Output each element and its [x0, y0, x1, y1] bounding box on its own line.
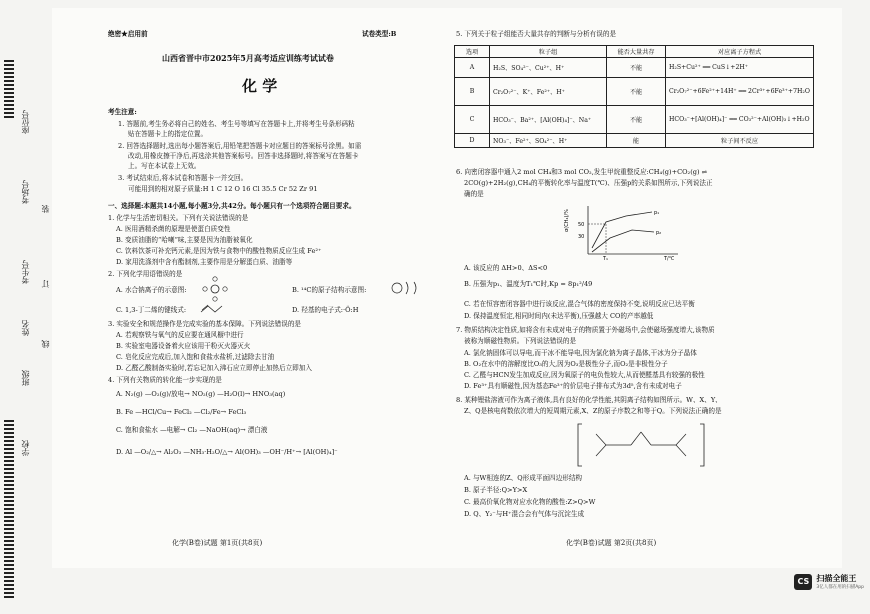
option-2d: D. 羟基的电子式:·Ö:H — [292, 306, 359, 314]
table-cell: B — [455, 78, 490, 106]
coexistence-table — [454, 45, 814, 148]
hydrated-sodium-diagram — [202, 276, 228, 302]
table-cell: C — [455, 106, 490, 134]
option-2b: B. ¹⁴C的原子结构示意图: — [292, 286, 367, 294]
section-heading: 一、选择题:本题共14小题,每小题3分,共42分。每小题只有一个选项符合题目要求。 — [108, 202, 356, 210]
badge-name: 扫描全能王 — [816, 574, 857, 583]
hatch-pattern — [4, 60, 14, 120]
table-cell: H₂S、SO₄²⁻、Cu²⁺、H⁺ — [490, 58, 607, 78]
question-2: 2. 下列化学用语错误的是 — [108, 270, 183, 278]
binding-strip — [0, 0, 52, 614]
option-8d: D. Q、Y₂⁻与H⁺混合会有气体与沉淀生成 — [464, 510, 585, 518]
option-4c: C. 饱和食盐水 —电解→ Cl₂ —NaOH(aq)→ 漂白液 — [116, 426, 268, 434]
table-row — [455, 106, 814, 134]
field-room-no: 考场号 — [21, 180, 30, 204]
scanner-badge — [794, 573, 864, 590]
option-6d: D. 保持温度恒定,相同时间内(未达平衡),压强越大 CO的产率越低 — [464, 312, 654, 320]
butadiene-skeletal-diagram — [200, 304, 226, 314]
table-cell: H₂S+Cu²⁺ ══ CuS↓+2H⁺ — [666, 58, 814, 78]
question-7-line: 7. 物质结构决定性质,如将含有未成对电子的物质置于外磁场中,会使磁场强度增大,该物质 — [456, 326, 715, 334]
field-class: 班级 — [21, 370, 30, 386]
option-8a: A. 与W相连的Z、Q形成平面四边形结构 — [464, 474, 583, 482]
table-cell: 粒子间不反应 — [666, 134, 814, 148]
table-cell: 不能 — [607, 58, 666, 78]
subject-title: 化 学 — [242, 77, 278, 95]
option-7a: A. 氯化钠固体可以导电,而干冰不能导电,因为氯化钠为离子晶体,干冰为分子晶体 — [464, 349, 697, 357]
table-header: 对应离子方程式 — [666, 46, 814, 58]
table-cell: A — [455, 58, 490, 78]
seal-char: 装 — [41, 205, 50, 213]
field-school: 学校 — [21, 440, 30, 456]
question-7-line: 被称为顺磁性物质。下列说法错误的是 — [464, 337, 577, 345]
option-6a: A. 该反应的 ΔH>0、ΔS<0 — [464, 264, 548, 272]
option-1b: B. 变质油脂的“哈喇”味,主要是因为油脂被氧化 — [116, 236, 253, 244]
notice-line: 3. 考试结束后,将本试卷和答题卡一并交回。 — [118, 174, 248, 182]
option-1a: A. 医用酒精杀菌的原理是使蛋白质变性 — [116, 225, 231, 233]
question-8-line: 8. 某种锂盐溶液可作为离子液体,具有良好的化学性能,其阴离子结构如图所示。W、X、Y、 — [456, 396, 722, 404]
option-4b: B. Fe —HCl/Cu→ FeCl₂ —Cl₂/Fe→ FeCl₃ — [116, 408, 247, 416]
table-header: 粒子组 — [490, 46, 607, 58]
table-cell: Cr₂O₇²⁻、K⁺、Fe²⁺、H⁺ — [490, 78, 607, 106]
option-3b: B. 实验室电器设备着火应该用干粉灭火器灭火 — [116, 342, 251, 350]
table-header: 能否大量共存 — [607, 46, 666, 58]
page-footer: 化学(B卷)试题 第2页(共8页) — [566, 539, 657, 547]
anion-structure-diagram — [576, 420, 706, 470]
table-header-row — [455, 46, 814, 58]
graph-xtick: T₁ — [603, 256, 609, 262]
exam-page-2 — [446, 8, 842, 568]
table-cell: 不能 — [607, 106, 666, 134]
option-2a: A. 水合钠离子的示意图: — [116, 286, 187, 294]
table-cell: HCO₃⁻、Ba²⁺、[Al(OH)₄]⁻、Na⁺ — [490, 106, 607, 134]
option-3c: C. 皂化反应完成后,加入饱和食盐水盐析,过滤除去甘油 — [116, 353, 275, 361]
badge-sub: 3亿人都在用的扫描App — [816, 585, 864, 590]
field-name: 姓名 — [21, 320, 30, 336]
atomic-structure-diagram — [390, 280, 422, 296]
camscanner-logo-icon: CS — [794, 574, 812, 590]
graph-curve-label: p₂ — [656, 230, 662, 236]
table-cell: HCO₃⁻+[Al(OH)₄]⁻ ══ CO₃²⁻+Al(OH)₃↓+H₂O — [666, 106, 814, 134]
secret-label: 绝密★启用前 — [108, 30, 148, 38]
option-2c: C. 1,3-丁二烯的键线式: — [116, 306, 187, 314]
seal-char: 线 — [41, 340, 50, 348]
notice-line: 贴在答题卡上的指定位置。 — [128, 130, 208, 138]
table-cell: NO₃⁻、Fe²⁺、SO₄²⁻、H⁺ — [490, 134, 607, 148]
question-1: 1. 化学与生活密切相关。下列有关说法错误的是 — [108, 214, 249, 222]
option-1d: D. 家用洗涤剂中含有酯制剂,主要作用是分解蛋白质、油脂等 — [116, 258, 293, 266]
exam-page-1 — [52, 8, 448, 568]
hatch-pattern — [4, 420, 14, 600]
notice-line: 1. 答题前,考生务必将自己的姓名、考生号等填写在答题卡上,并将考生号条形码粘 — [118, 120, 355, 128]
option-8c: C. 最高价氧化物对应水化物的酸性:Z>Q>W — [464, 498, 596, 506]
conversion-graph — [566, 202, 686, 260]
option-1c: C. 饮料饮茶可补充钙元素,是因为铁与食物中的酸性物质反应生成 Fe²⁺ — [116, 247, 322, 255]
table-row — [455, 134, 814, 148]
page-footer: 化学(B卷)试题 第1页(共8页) — [172, 539, 263, 547]
atomic-mass-line: 可能用到的相对原子质量:H 1 C 12 O 16 Cl 35.5 Cr 52 Zr 91 — [128, 185, 318, 193]
graph-ytick: 50 — [578, 222, 585, 228]
field-seat-no: 座位号 — [21, 110, 30, 134]
question-3: 3. 实验安全和规范操作是完成实验的基本保障。下列说法错误的是 — [108, 320, 302, 328]
question-6-line: 6. 向密闭容器中通入2 mol CH₄和3 mol CO₂,发生甲烷重整反应:CH₄(g)+CO₂(g) ⇌ — [456, 168, 708, 176]
option-6b: B. 压强为p₁、温度为T₁℃时,Kp = 8p₁²/49 — [464, 280, 593, 288]
exam-title: 山西省晋中市2025年5月高考适应训练考试试卷 — [162, 53, 334, 63]
table-cell: 能 — [607, 134, 666, 148]
question-6-line: 2CO(g)+2H₂(g),CH₄的平衡转化率与温度T(℃)、压强p的关系如图所示,下列说法正 — [464, 179, 713, 187]
notice-line: 改动,用橡皮擦干净后,再选涂其他答案标号。回答非选择题时,将答案写在答题卡 — [128, 152, 359, 160]
notice-title: 考生注意: — [108, 108, 137, 116]
table-cell: 不能 — [607, 78, 666, 106]
notice-line: 上。写在本试卷上无效。 — [128, 162, 201, 170]
option-7d: D. Fe³⁺具有顺磁性,因为基态Fe³⁺的价层电子排布式为3d⁵,含有未成对电子 — [464, 382, 682, 390]
table-row — [455, 78, 814, 106]
graph-xlabel: T/℃ — [664, 256, 675, 262]
option-4a: A. N₂(g) —O₂(g)/放电→ NO₂(g) —H₂O(l)→ HNO₃(aq) — [116, 390, 286, 398]
option-7c: C. 乙醛与HCN发生加成反应,因为氧原子的电负性较大,从而使醛基具有较强的极性 — [464, 371, 705, 379]
field-student-no: 考生号 — [21, 260, 30, 284]
table-cell: D — [455, 134, 490, 148]
paper-type: 试卷类型:B — [362, 30, 397, 38]
question-6-line: 确的是 — [464, 190, 484, 198]
option-3d: D. 乙醛乙酸制备实验时,若忘记加入沸石应立即停止加热后立即加入 — [116, 364, 312, 372]
option-4d: D. Al —O₂/△→ Al₂O₃ —NH₃·H₂O/△→ Al(OH)₃ —OH⁻/H⁺→ [Al(OH)₄]⁻ — [116, 448, 338, 456]
notice-line: 2. 回答选择题时,选出每小题答案后,用铅笔把答题卡对应题目的答案标号涂黑。如需 — [118, 142, 362, 150]
table-cell: Cr₂O₇²⁻+6Fe²⁺+14H⁺ ══ 2Cr³⁺+6Fe³⁺+7H₂O — [666, 78, 814, 106]
option-7b: B. O₂在水中的溶解度比O₃的大,因为O₃是极性分子,而O₂是非极性分子 — [464, 360, 668, 368]
option-8b: B. 原子半径:Q>Y>X — [464, 486, 528, 494]
question-4: 4. 下列有关物质的转化能一步实现的是 — [108, 376, 222, 384]
table-row — [455, 58, 814, 78]
graph-curve-label: p₁ — [654, 210, 660, 216]
question-8-line: Z、Q是核电荷数依次增大的短周期元素,X、Z的原子序数之和等于Q。下列说法正确的是 — [464, 407, 722, 415]
table-header: 选项 — [455, 46, 490, 58]
graph-ytick: 30 — [578, 234, 585, 240]
option-6c: C. 若在恒容密闭容器中进行该反应,混合气体的密度保持不变,说明反应已达平衡 — [464, 300, 695, 308]
seal-char: 订 — [41, 280, 50, 288]
question-5: 5. 下列关于粒子组能否大量共存的判断与分析有误的是 — [456, 30, 617, 38]
graph-ylabel: α(CH₄)/% — [564, 209, 570, 232]
option-3a: A. 若观察铁与氧气的反应要在通风橱中进行 — [116, 331, 244, 339]
